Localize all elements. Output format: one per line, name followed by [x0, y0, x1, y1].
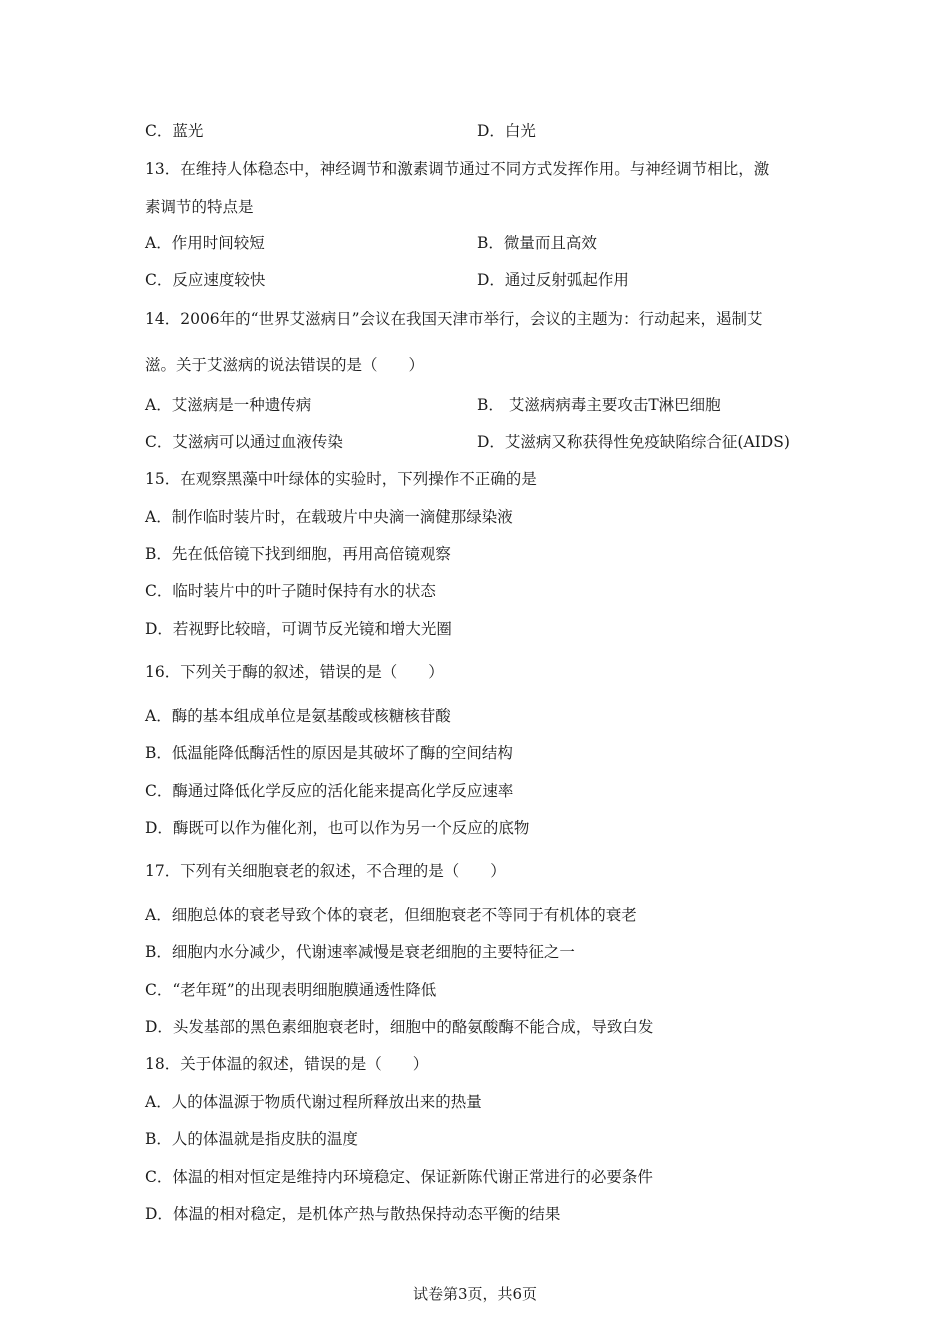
q14-option-a: A．艾滋病是一种遗传病	[145, 396, 312, 414]
q17-option-b: B．细胞内水分减少，代谢速率减慢是衰老细胞的主要特征之一	[145, 943, 575, 961]
q13-stem-line1: 13．在维持人体稳态中，神经调节和激素调节通过不同方式发挥作用。与神经调节相比，激	[145, 160, 770, 178]
q12-option-d: D．白光	[477, 122, 536, 140]
q13-option-d: D．通过反射弧起作用	[477, 271, 629, 289]
q16-option-a: A．酶的基本组成单位是氨基酸或核糖核苷酸	[145, 707, 451, 725]
q17-option-c: C．“老年斑”的出现表明细胞膜通透性降低	[145, 981, 437, 999]
q14-option-b: B． 艾滋病病毒主要攻击T淋巴细胞	[477, 396, 721, 414]
q13-option-a: A．作用时间较短	[145, 234, 265, 252]
q18-stem: 18．关于体温的叙述，错误的是（ ）	[145, 1055, 429, 1073]
q12-option-c: C．蓝光	[145, 122, 204, 140]
q16-stem: 16．下列关于酶的叙述，错误的是（ ）	[145, 663, 444, 681]
q18-option-a: A．人的体温源于物质代谢过程所释放出来的热量	[145, 1093, 482, 1111]
page-footer: 试卷第3页，共6页	[412, 1285, 538, 1303]
q16-option-b: B．低温能降低酶活性的原因是其破坏了酶的空间结构	[145, 744, 513, 762]
q13-option-b: B．微量而且高效	[477, 234, 597, 252]
q15-option-b: B．先在低倍镜下找到细胞，再用高倍镜观察	[145, 545, 451, 563]
q18-option-c: C．体温的相对恒定是维持内环境稳定、保证新陈代谢正常进行的必要条件	[145, 1168, 653, 1186]
q15-option-a: A．制作临时装片时，在载玻片中央滴一滴健那绿染液	[145, 508, 513, 526]
q13-option-c: C．反应速度较快	[145, 271, 266, 289]
q14-stem-line1: 14．2006年的“世界艾滋病日”会议在我国天津市举行，会议的主题为：行动起来，遏制艾	[145, 310, 763, 328]
q18-option-b: B．人的体温就是指皮肤的温度	[145, 1130, 358, 1148]
q15-stem: 15．在观察黑藻中叶绿体的实验时，下列操作不正确的是	[145, 470, 537, 488]
q17-stem: 17．下列有关细胞衰老的叙述，不合理的是（ ）	[145, 862, 506, 880]
q15-option-d: D．若视野比较暗，可调节反光镜和增大光圈	[145, 620, 452, 638]
q14-option-d: D．艾滋病又称获得性免疫缺陷综合征(AIDS)	[477, 433, 790, 451]
q17-option-d: D．头发基部的黑色素细胞衰老时，细胞中的酪氨酸酶不能合成，导致白发	[145, 1018, 654, 1036]
q15-option-c: C．临时装片中的叶子随时保持有水的状态	[145, 582, 436, 600]
q14-stem-line2: 滋。关于艾滋病的说法错误的是（ ）	[145, 356, 425, 374]
q16-option-c: C．酶通过降低化学反应的活化能来提高化学反应速率	[145, 782, 514, 800]
q17-option-a: A．细胞总体的衰老导致个体的衰老，但细胞衰老不等同于有机体的衰老	[145, 906, 637, 924]
q16-option-d: D．酶既可以作为催化剂，也可以作为另一个反应的底物	[145, 819, 530, 837]
q18-option-d: D．体温的相对稳定，是机体产热与散热保持动态平衡的结果	[145, 1205, 561, 1223]
q14-option-c: C．艾滋病可以通过血液传染	[145, 433, 343, 451]
q13-stem-line2: 素调节的特点是	[145, 198, 254, 216]
